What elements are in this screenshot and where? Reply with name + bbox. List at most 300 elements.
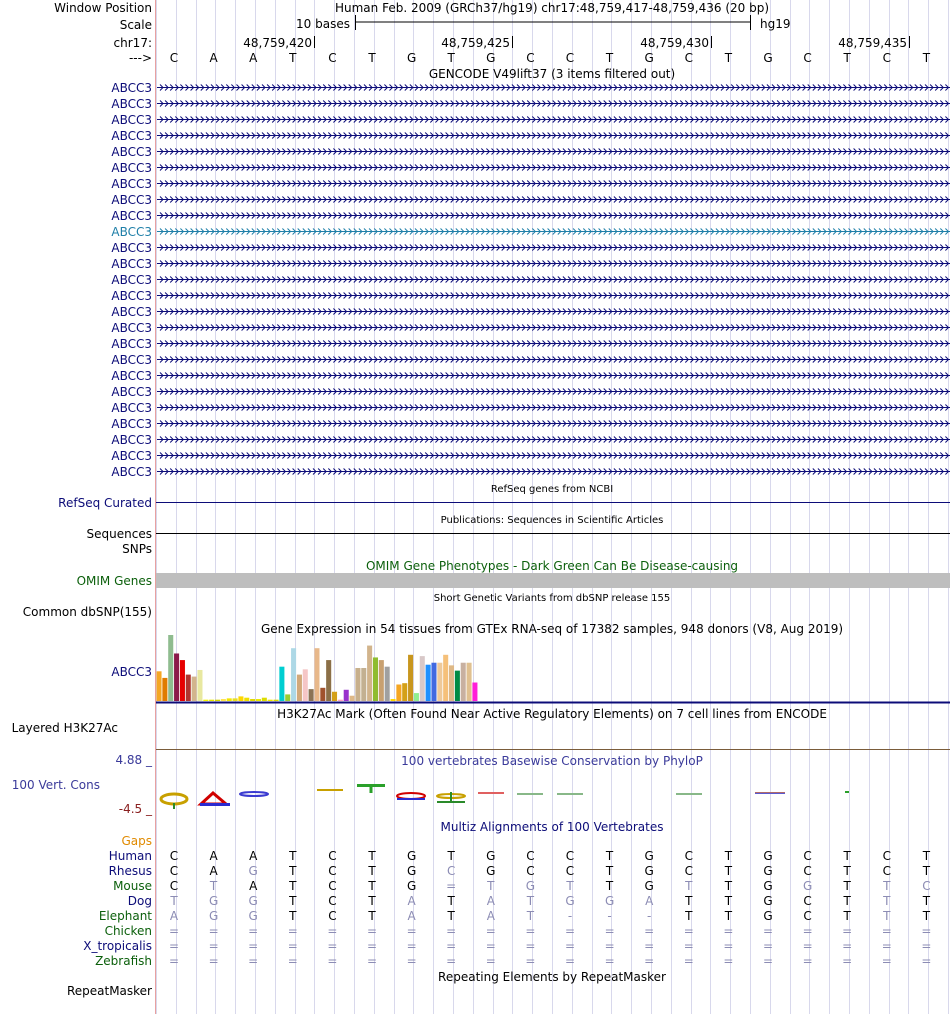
- logo-t-glyph: [845, 791, 849, 793]
- gencode-gene-label[interactable]: ABCC3: [111, 193, 152, 207]
- gencode-gene-label[interactable]: ABCC3: [111, 321, 152, 335]
- gtex-tissue-bar[interactable]: [449, 665, 454, 701]
- aligned-base: G: [763, 879, 773, 893]
- multiz-track[interactable]: [83, 820, 931, 968]
- reference-base: T: [843, 51, 851, 65]
- aligned-base: T: [883, 909, 891, 923]
- aligned-base: T: [843, 894, 851, 908]
- aligned-base: =: [446, 879, 457, 893]
- gencode-transcript-row[interactable]: [111, 225, 950, 239]
- gtex-tissue-bar[interactable]: [168, 635, 173, 701]
- aligned-base: T: [843, 909, 851, 923]
- h3k27ac-track-title: H3K27Ac Mark (Often Found Near Active Regulatory Elements) on 7 cell lines from ENCODE: [277, 707, 827, 721]
- gencode-gene-label[interactable]: ABCC3: [111, 113, 152, 127]
- gtex-tissue-bar[interactable]: [297, 675, 302, 701]
- aligned-base: =: [366, 939, 378, 953]
- publications-track-title: Publications: Sequences in Scientific Articles: [440, 515, 664, 526]
- gencode-gene-label[interactable]: ABCC3: [111, 369, 152, 383]
- logo-a-glyph: [478, 792, 504, 794]
- aligned-base: T: [922, 894, 931, 908]
- gencode-transcript-row[interactable]: [111, 337, 950, 351]
- aligned-base: T: [605, 879, 614, 893]
- logo-t-glyph: [517, 793, 543, 795]
- gencode-transcript-row[interactable]: [111, 193, 950, 207]
- aligned-base: =: [921, 954, 932, 968]
- gencode-transcript-row[interactable]: [111, 449, 950, 463]
- species-label[interactable]: Mouse: [113, 879, 152, 893]
- gencode-gene-label[interactable]: ABCC3: [111, 417, 152, 431]
- aligned-base: C: [684, 864, 693, 878]
- gencode-gene-label[interactable]: ABCC3: [111, 289, 152, 303]
- aligned-base: C: [803, 864, 812, 878]
- gtex-tissue-bar[interactable]: [373, 657, 378, 701]
- aligned-base: =: [802, 939, 813, 953]
- multiz-gaps-label[interactable]: Gaps: [121, 834, 152, 848]
- aligned-base: A: [249, 849, 258, 863]
- gtex-tissue-bar[interactable]: [180, 660, 185, 701]
- aligned-base: =: [327, 954, 338, 968]
- aligned-base: A: [486, 909, 495, 923]
- gencode-track[interactable]: [111, 67, 950, 479]
- aligned-base: =: [366, 924, 378, 938]
- gtex-tissue-bar[interactable]: [355, 668, 360, 701]
- gtex-bar-chart[interactable]: [157, 635, 478, 701]
- aligned-base: =: [604, 954, 615, 968]
- omim-track-title: OMIM Gene Phenotypes - Dark Green Can Be Disease-causing: [365, 559, 739, 573]
- aligned-base: =: [921, 924, 932, 938]
- aligned-base: A: [486, 894, 495, 908]
- aligned-base: T: [368, 879, 376, 893]
- gtex-tissue-bar[interactable]: [244, 698, 249, 701]
- gencode-gene-label[interactable]: ABCC3: [111, 353, 152, 367]
- gencode-gene-label[interactable]: ABCC3: [111, 273, 152, 287]
- aligned-base: T: [289, 879, 297, 893]
- gencode-gene-label[interactable]: ABCC3: [111, 465, 152, 479]
- aligned-base: T: [883, 894, 891, 908]
- aligned-base: =: [881, 954, 892, 968]
- publications-label-sequences[interactable]: Sequences: [86, 527, 152, 541]
- gtex-tissue-bar[interactable]: [420, 656, 425, 701]
- aligned-base: =: [564, 939, 576, 953]
- logo-c-glyph: [317, 789, 343, 791]
- omim-track[interactable]: [77, 559, 950, 588]
- aligned-base: =: [564, 954, 576, 968]
- gencode-gene-label[interactable]: ABCC3: [111, 385, 152, 399]
- aligned-base: =: [842, 924, 853, 938]
- aligned-base: =: [248, 924, 259, 938]
- coordinate-tick-label: 48,759,425: [441, 36, 510, 50]
- gencode-gene-label[interactable]: ABCC3: [111, 241, 152, 255]
- aligned-base: T: [289, 849, 297, 863]
- gtex-tissue-bar[interactable]: [256, 699, 261, 701]
- reference-base: C: [328, 51, 337, 65]
- aligned-base: G: [248, 894, 258, 908]
- aligned-base: =: [168, 939, 180, 953]
- omim-track-label[interactable]: OMIM Genes: [76, 574, 152, 588]
- gencode-transcripts[interactable]: [111, 81, 950, 479]
- aligned-base: C: [328, 864, 337, 878]
- multiz-species-row[interactable]: [99, 909, 931, 923]
- aligned-base: =: [406, 954, 417, 968]
- gtex-tissue-bar[interactable]: [262, 698, 267, 701]
- phylop-min-label: -4.5 _: [118, 802, 152, 816]
- gtex-tissue-bar[interactable]: [379, 660, 384, 701]
- gtex-tissue-bar[interactable]: [402, 683, 407, 701]
- aligned-base: G: [486, 864, 496, 878]
- aligned-base: =: [644, 954, 655, 968]
- reference-base: G: [486, 51, 496, 65]
- reference-base: T: [289, 51, 297, 65]
- gtex-tissue-bar[interactable]: [209, 700, 214, 701]
- gencode-transcript-row[interactable]: [111, 113, 950, 127]
- aligned-base: G: [763, 894, 773, 908]
- reference-bases: [170, 51, 931, 65]
- aligned-base: =: [723, 954, 734, 968]
- reference-base: C: [526, 51, 535, 65]
- gencode-gene-label[interactable]: ABCC3: [111, 97, 152, 111]
- aligned-base: G: [525, 879, 536, 893]
- aligned-base: T: [447, 909, 455, 923]
- gtex-tissue-bar[interactable]: [426, 665, 431, 701]
- gencode-gene-label[interactable]: ABCC3: [111, 433, 152, 447]
- aligned-base: C: [447, 864, 456, 878]
- gtex-tissue-bar[interactable]: [326, 660, 331, 701]
- gencode-gene-label[interactable]: ABCC3: [111, 401, 152, 415]
- aligned-base: T: [922, 864, 931, 878]
- aligned-base: =: [327, 939, 338, 953]
- aligned-base: G: [208, 894, 219, 908]
- gtex-tissue-bar[interactable]: [437, 663, 442, 701]
- aligned-base: T: [724, 909, 733, 923]
- gtex-tissue-bar[interactable]: [303, 669, 308, 701]
- aligned-base: =: [683, 954, 694, 968]
- gtex-tissue-bar[interactable]: [350, 696, 355, 701]
- aligned-base: =: [168, 954, 180, 968]
- gtex-tissue-bar[interactable]: [472, 683, 477, 701]
- logo-blue-glyph: [200, 803, 230, 806]
- gtex-tissue-bar[interactable]: [227, 698, 232, 701]
- dbsnp-track-label[interactable]: Common dbSNP(155): [22, 605, 152, 619]
- aligned-base: =: [327, 924, 338, 938]
- species-label[interactable]: Chicken: [104, 924, 152, 938]
- h3k27ac-track-label[interactable]: Layered H3K27Ac: [11, 721, 118, 735]
- aligned-base: C: [328, 849, 337, 863]
- refseq-track-title: RefSeq genes from NCBI: [490, 484, 614, 495]
- aligned-base: T: [368, 849, 376, 863]
- aligned-base: =: [762, 954, 774, 968]
- gtex-tissue-bar[interactable]: [157, 671, 162, 701]
- gencode-gene-label[interactable]: ABCC3: [111, 449, 152, 463]
- aligned-base: A: [645, 894, 654, 908]
- logo-blue-glyph: [397, 798, 425, 800]
- gtex-tissue-bar[interactable]: [431, 663, 436, 701]
- gencode-transcript-row[interactable]: [111, 241, 950, 255]
- multiz-species-row[interactable]: [109, 864, 931, 878]
- gtex-tissue-bar[interactable]: [250, 699, 255, 701]
- aligned-base: T: [368, 894, 376, 908]
- logo-g-glyph: [240, 792, 268, 796]
- gencode-transcript-row[interactable]: [111, 369, 950, 383]
- gencode-gene-label[interactable]: ABCC3: [111, 209, 152, 223]
- aligned-base: T: [526, 894, 535, 908]
- phylop-track-title: 100 vertebrates Basewise Conservation by PhyloP: [401, 754, 703, 768]
- aligned-base: =: [802, 924, 813, 938]
- aligned-base: G: [248, 909, 258, 923]
- reference-base: C: [803, 51, 812, 65]
- publications-label-snps[interactable]: SNPs: [122, 542, 152, 556]
- reference-base: A: [249, 51, 258, 65]
- logo-t-glyph: [676, 793, 702, 795]
- refseq-track-label[interactable]: RefSeq Curated: [58, 496, 152, 510]
- aligned-base: T: [843, 879, 851, 893]
- ruler-track[interactable]: [54, 1, 931, 65]
- gtex-tissue-bar[interactable]: [162, 678, 167, 701]
- aligned-base: =: [406, 924, 417, 938]
- gencode-transcript-row[interactable]: [111, 161, 950, 175]
- gtex-tissue-bar[interactable]: [314, 648, 319, 701]
- gencode-transcript-row[interactable]: [111, 81, 950, 95]
- species-label[interactable]: Zebrafish: [95, 954, 152, 968]
- aligned-base: T: [209, 879, 218, 893]
- aligned-base: =: [762, 939, 774, 953]
- gtex-tissue-bar[interactable]: [385, 667, 390, 701]
- aligned-base: C: [565, 864, 575, 878]
- multiz-species-row[interactable]: [109, 849, 931, 863]
- aligned-base: A: [249, 879, 258, 893]
- aligned-base: C: [169, 849, 179, 863]
- gtex-tissue-bar[interactable]: [461, 663, 466, 701]
- aligned-base: =: [446, 954, 457, 968]
- gencode-gene-label[interactable]: ABCC3: [111, 129, 152, 143]
- gencode-track-title: GENCODE V49lift37 (3 items filtered out): [428, 67, 676, 81]
- aligned-base: C: [803, 849, 812, 863]
- aligned-base: =: [802, 954, 813, 968]
- gencode-transcript-row[interactable]: [111, 353, 950, 367]
- gtex-tissue-bar[interactable]: [443, 655, 448, 701]
- multiz-species-rows[interactable]: [83, 849, 931, 968]
- aligned-base: C: [803, 894, 812, 908]
- gtex-tissue-bar[interactable]: [192, 677, 197, 701]
- gencode-gene-label[interactable]: ABCC3: [111, 225, 152, 239]
- multiz-species-row[interactable]: [105, 924, 932, 938]
- multiz-track-title: Multiz Alignments of 100 Vertebrates: [440, 820, 664, 834]
- gencode-gene-label[interactable]: ABCC3: [111, 305, 152, 319]
- aligned-base: C: [328, 879, 337, 893]
- aligned-base: G: [406, 849, 417, 863]
- aligned-base: T: [685, 879, 693, 893]
- gtex-tissue-bar[interactable]: [233, 698, 238, 701]
- aligned-base: =: [208, 939, 219, 953]
- gtex-tissue-bar[interactable]: [291, 648, 296, 701]
- aligned-base: T: [724, 879, 733, 893]
- species-label[interactable]: Human: [108, 849, 152, 863]
- aligned-base: T: [922, 909, 931, 923]
- phylop-track-label[interactable]: 100 Vert. Cons: [11, 778, 100, 792]
- gtex-tissue-bar[interactable]: [332, 692, 337, 701]
- multiz-species-row[interactable]: [83, 939, 931, 953]
- aligned-base: =: [644, 939, 655, 953]
- aligned-base: =: [446, 939, 457, 953]
- aligned-base: =: [842, 939, 853, 953]
- gencode-transcript-row[interactable]: [111, 385, 950, 399]
- aligned-base: C: [328, 909, 337, 923]
- repeatmasker-track-label[interactable]: RepeatMasker: [66, 984, 152, 998]
- aligned-base: =: [485, 939, 496, 953]
- aligned-base: C: [882, 849, 891, 863]
- gencode-transcript-row[interactable]: [111, 401, 950, 415]
- gencode-transcript-row[interactable]: [111, 433, 950, 447]
- aligned-base: -: [607, 909, 612, 923]
- aligned-base: T: [843, 864, 851, 878]
- gencode-gene-label[interactable]: ABCC3: [111, 257, 152, 271]
- aligned-base: =: [881, 939, 892, 953]
- gtex-tissue-bar[interactable]: [467, 663, 472, 701]
- gencode-transcript-row[interactable]: [111, 145, 950, 159]
- gtex-tissue-bar[interactable]: [338, 700, 343, 701]
- gtex-track-label[interactable]: ABCC3: [111, 665, 152, 679]
- gtex-tissue-bar[interactable]: [285, 694, 290, 701]
- publications-track[interactable]: [87, 515, 950, 556]
- aligned-base: T: [605, 849, 614, 863]
- aligned-base: C: [684, 849, 693, 863]
- gtex-tissue-bar[interactable]: [396, 685, 401, 702]
- gencode-transcript-row[interactable]: [111, 257, 950, 271]
- dbsnp-track[interactable]: [23, 593, 670, 619]
- aligned-base: =: [168, 924, 180, 938]
- scale-bar-text: 10 bases: [296, 17, 350, 31]
- species-label[interactable]: Dog: [127, 894, 152, 908]
- reference-base: G: [644, 51, 654, 65]
- species-label[interactable]: Elephant: [98, 909, 152, 923]
- gtex-track[interactable]: [111, 622, 950, 703]
- scale-db-label: hg19: [760, 17, 791, 31]
- gtex-tissue-bar[interactable]: [215, 700, 220, 701]
- gtex-tissue-bar[interactable]: [391, 699, 396, 701]
- aligned-base: -: [567, 909, 573, 923]
- gtex-tissue-bar[interactable]: [279, 667, 284, 701]
- reference-base: A: [209, 51, 218, 65]
- gencode-transcript-row[interactable]: [111, 289, 950, 303]
- gtex-tissue-bar[interactable]: [309, 689, 314, 701]
- refseq-track[interactable]: [58, 484, 950, 510]
- phylop-track[interactable]: [12, 753, 849, 816]
- aligned-base: T: [843, 849, 851, 863]
- gencode-transcript-row[interactable]: [111, 177, 950, 191]
- aligned-base: =: [485, 954, 496, 968]
- reference-base: T: [605, 51, 614, 65]
- aligned-base: =: [287, 954, 298, 968]
- gencode-transcript-row[interactable]: [111, 129, 950, 143]
- gtex-tissue-bar[interactable]: [221, 699, 226, 701]
- species-label[interactable]: X_tropicalis: [83, 939, 152, 953]
- logo-a-glyph: [201, 793, 226, 804]
- gencode-transcript-row[interactable]: [111, 97, 950, 111]
- gtex-tissue-bar[interactable]: [361, 668, 366, 701]
- aligned-base: G: [208, 909, 219, 923]
- aligned-base: C: [882, 864, 891, 878]
- repeatmasker-track-title: Repeating Elements by RepeatMasker: [438, 970, 666, 984]
- reference-base: C: [169, 51, 179, 65]
- gencode-transcript-row[interactable]: [111, 417, 950, 431]
- aligned-base: =: [248, 939, 259, 953]
- aligned-base: =: [564, 924, 576, 938]
- gtex-tissue-bar[interactable]: [414, 693, 419, 701]
- aligned-base: =: [604, 924, 615, 938]
- reference-base: C: [882, 51, 891, 65]
- aligned-base: G: [644, 864, 654, 878]
- aligned-base: -: [647, 909, 652, 923]
- aligned-base: C: [565, 849, 575, 863]
- window-position-label: Window Position: [54, 1, 152, 15]
- aligned-base: G: [406, 879, 417, 893]
- aligned-base: G: [644, 879, 654, 893]
- logo-g-glyph: [755, 793, 785, 794]
- gencode-gene-label[interactable]: ABCC3: [111, 177, 152, 191]
- gencode-transcript-row[interactable]: [111, 305, 950, 319]
- gtex-tissue-bar[interactable]: [186, 675, 191, 701]
- logo-c-glyph: [161, 794, 187, 804]
- aligned-base: T: [170, 894, 178, 908]
- gencode-transcript-row[interactable]: [111, 209, 950, 223]
- logo-t-glyph: [557, 793, 583, 795]
- gtex-tissue-bar[interactable]: [455, 671, 460, 701]
- gtex-tissue-bar[interactable]: [367, 646, 372, 701]
- aligned-base: G: [802, 879, 813, 893]
- reference-base: T: [368, 51, 376, 65]
- aligned-base: =: [406, 939, 417, 953]
- aligned-base: =: [683, 939, 694, 953]
- gtex-tissue-bar[interactable]: [320, 688, 325, 701]
- aligned-base: G: [604, 894, 615, 908]
- reference-base: G: [763, 51, 773, 65]
- gencode-transcript-row[interactable]: [111, 273, 950, 287]
- aligned-base: =: [287, 939, 298, 953]
- aligned-base: C: [526, 864, 535, 878]
- gencode-transcript-row[interactable]: [111, 321, 950, 335]
- aligned-base: =: [485, 924, 496, 938]
- gencode-gene-label[interactable]: ABCC3: [111, 337, 152, 351]
- omim-gene-bar[interactable]: [156, 573, 950, 588]
- aligned-base: C: [922, 879, 931, 893]
- gtex-tissue-bar[interactable]: [408, 655, 413, 701]
- aligned-base: C: [526, 849, 535, 863]
- aligned-base: =: [881, 924, 892, 938]
- gtex-tissue-bar[interactable]: [238, 696, 243, 701]
- multiz-species-row[interactable]: [128, 894, 931, 908]
- multiz-species-row[interactable]: [95, 954, 931, 968]
- aligned-base: T: [447, 894, 455, 908]
- gtex-tissue-bar[interactable]: [174, 653, 179, 701]
- aligned-base: G: [406, 864, 417, 878]
- gtex-tissue-bar[interactable]: [197, 670, 202, 701]
- coordinate-tick-label: 48,759,420: [243, 36, 312, 50]
- gtex-tissue-bar[interactable]: [268, 700, 273, 701]
- aligned-base: T: [487, 879, 495, 893]
- aligned-base: T: [685, 894, 693, 908]
- aligned-base: A: [209, 849, 218, 863]
- gtex-tissue-bar[interactable]: [344, 690, 349, 701]
- coordinate-tick-label: 48,759,430: [640, 36, 709, 50]
- gencode-gene-label[interactable]: ABCC3: [111, 161, 152, 175]
- gtex-tissue-bar[interactable]: [203, 700, 208, 701]
- gencode-transcript-row[interactable]: [111, 465, 950, 479]
- gencode-gene-label[interactable]: ABCC3: [111, 81, 152, 95]
- aligned-base: =: [208, 954, 219, 968]
- coordinate-tick-label: 48,759,435: [838, 36, 907, 50]
- gtex-tissue-bar[interactable]: [274, 700, 279, 701]
- gencode-gene-label[interactable]: ABCC3: [111, 145, 152, 159]
- species-label[interactable]: Rhesus: [108, 864, 152, 878]
